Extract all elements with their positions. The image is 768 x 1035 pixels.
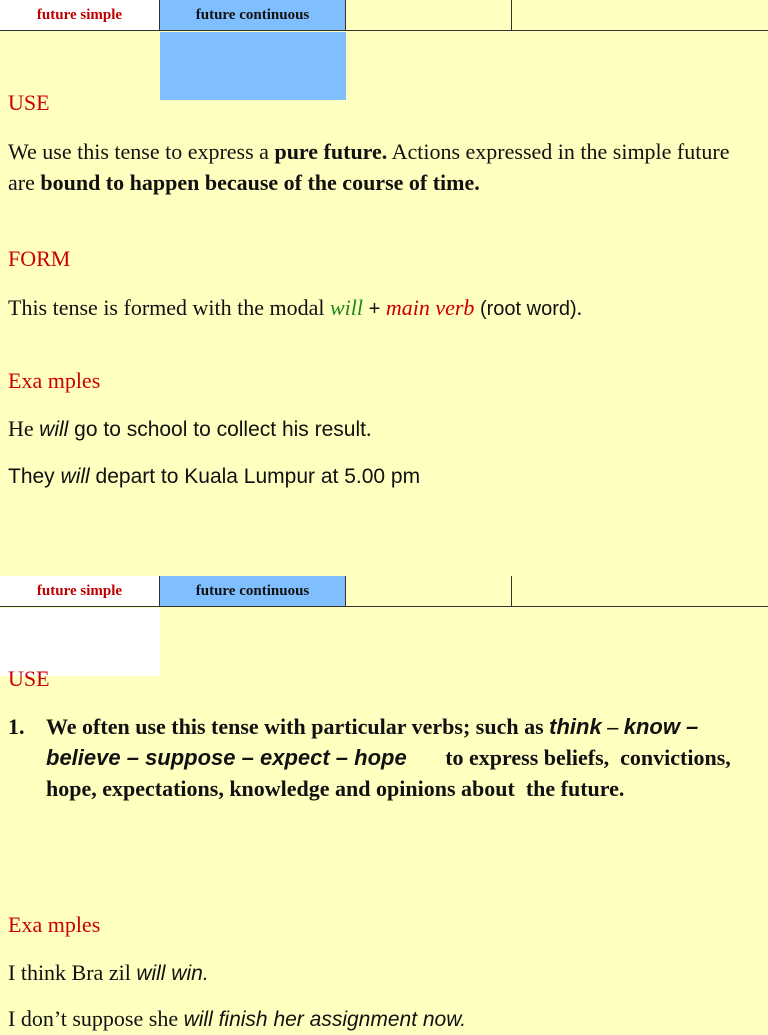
use-paragraph: We use this tense to express a pure future. Actions expressed in the simple future are bound to happen because of the course of time. <box>8 139 730 195</box>
tab-empty <box>346 576 512 607</box>
use-heading: USE <box>8 90 50 115</box>
example-sentence: I think Bra zil will win. <box>8 960 209 985</box>
example-sentence: He will go to school to collect his result. <box>8 416 372 441</box>
tab-empty <box>512 576 768 607</box>
form-paragraph: This tense is formed with the modal will + main verb (root word). <box>8 295 583 320</box>
form-heading: FORM <box>8 246 71 271</box>
tab-future-simple[interactable]: future simple <box>0 576 160 607</box>
tab-empty <box>512 0 768 31</box>
tab-future-simple[interactable]: future simple <box>0 0 160 31</box>
tab-future-continuous[interactable]: future continuous <box>160 576 346 607</box>
use-heading: USE <box>8 666 50 691</box>
example-sentence: I don’t suppose she will finish her assignment now. <box>8 1006 467 1031</box>
tab-bar-bottom <box>0 576 768 608</box>
examples-heading: Exa mples <box>8 912 101 937</box>
examples-heading: Exa mples <box>8 368 101 393</box>
list-item: 1. We often use this tense with particular verbs; such as think – know – believe – suppose – expect – hope to express beliefs, convictions, hope, expectations, knowledge and opinions about the future. <box>8 714 737 801</box>
example-sentence: They will depart to Kuala Lumpur at 5.00 pm <box>8 465 421 488</box>
tab-future-continuous[interactable]: future continuous <box>160 0 346 31</box>
tab-highlight <box>160 32 346 100</box>
tab-empty <box>346 0 512 31</box>
tab-bar-top <box>0 0 768 32</box>
